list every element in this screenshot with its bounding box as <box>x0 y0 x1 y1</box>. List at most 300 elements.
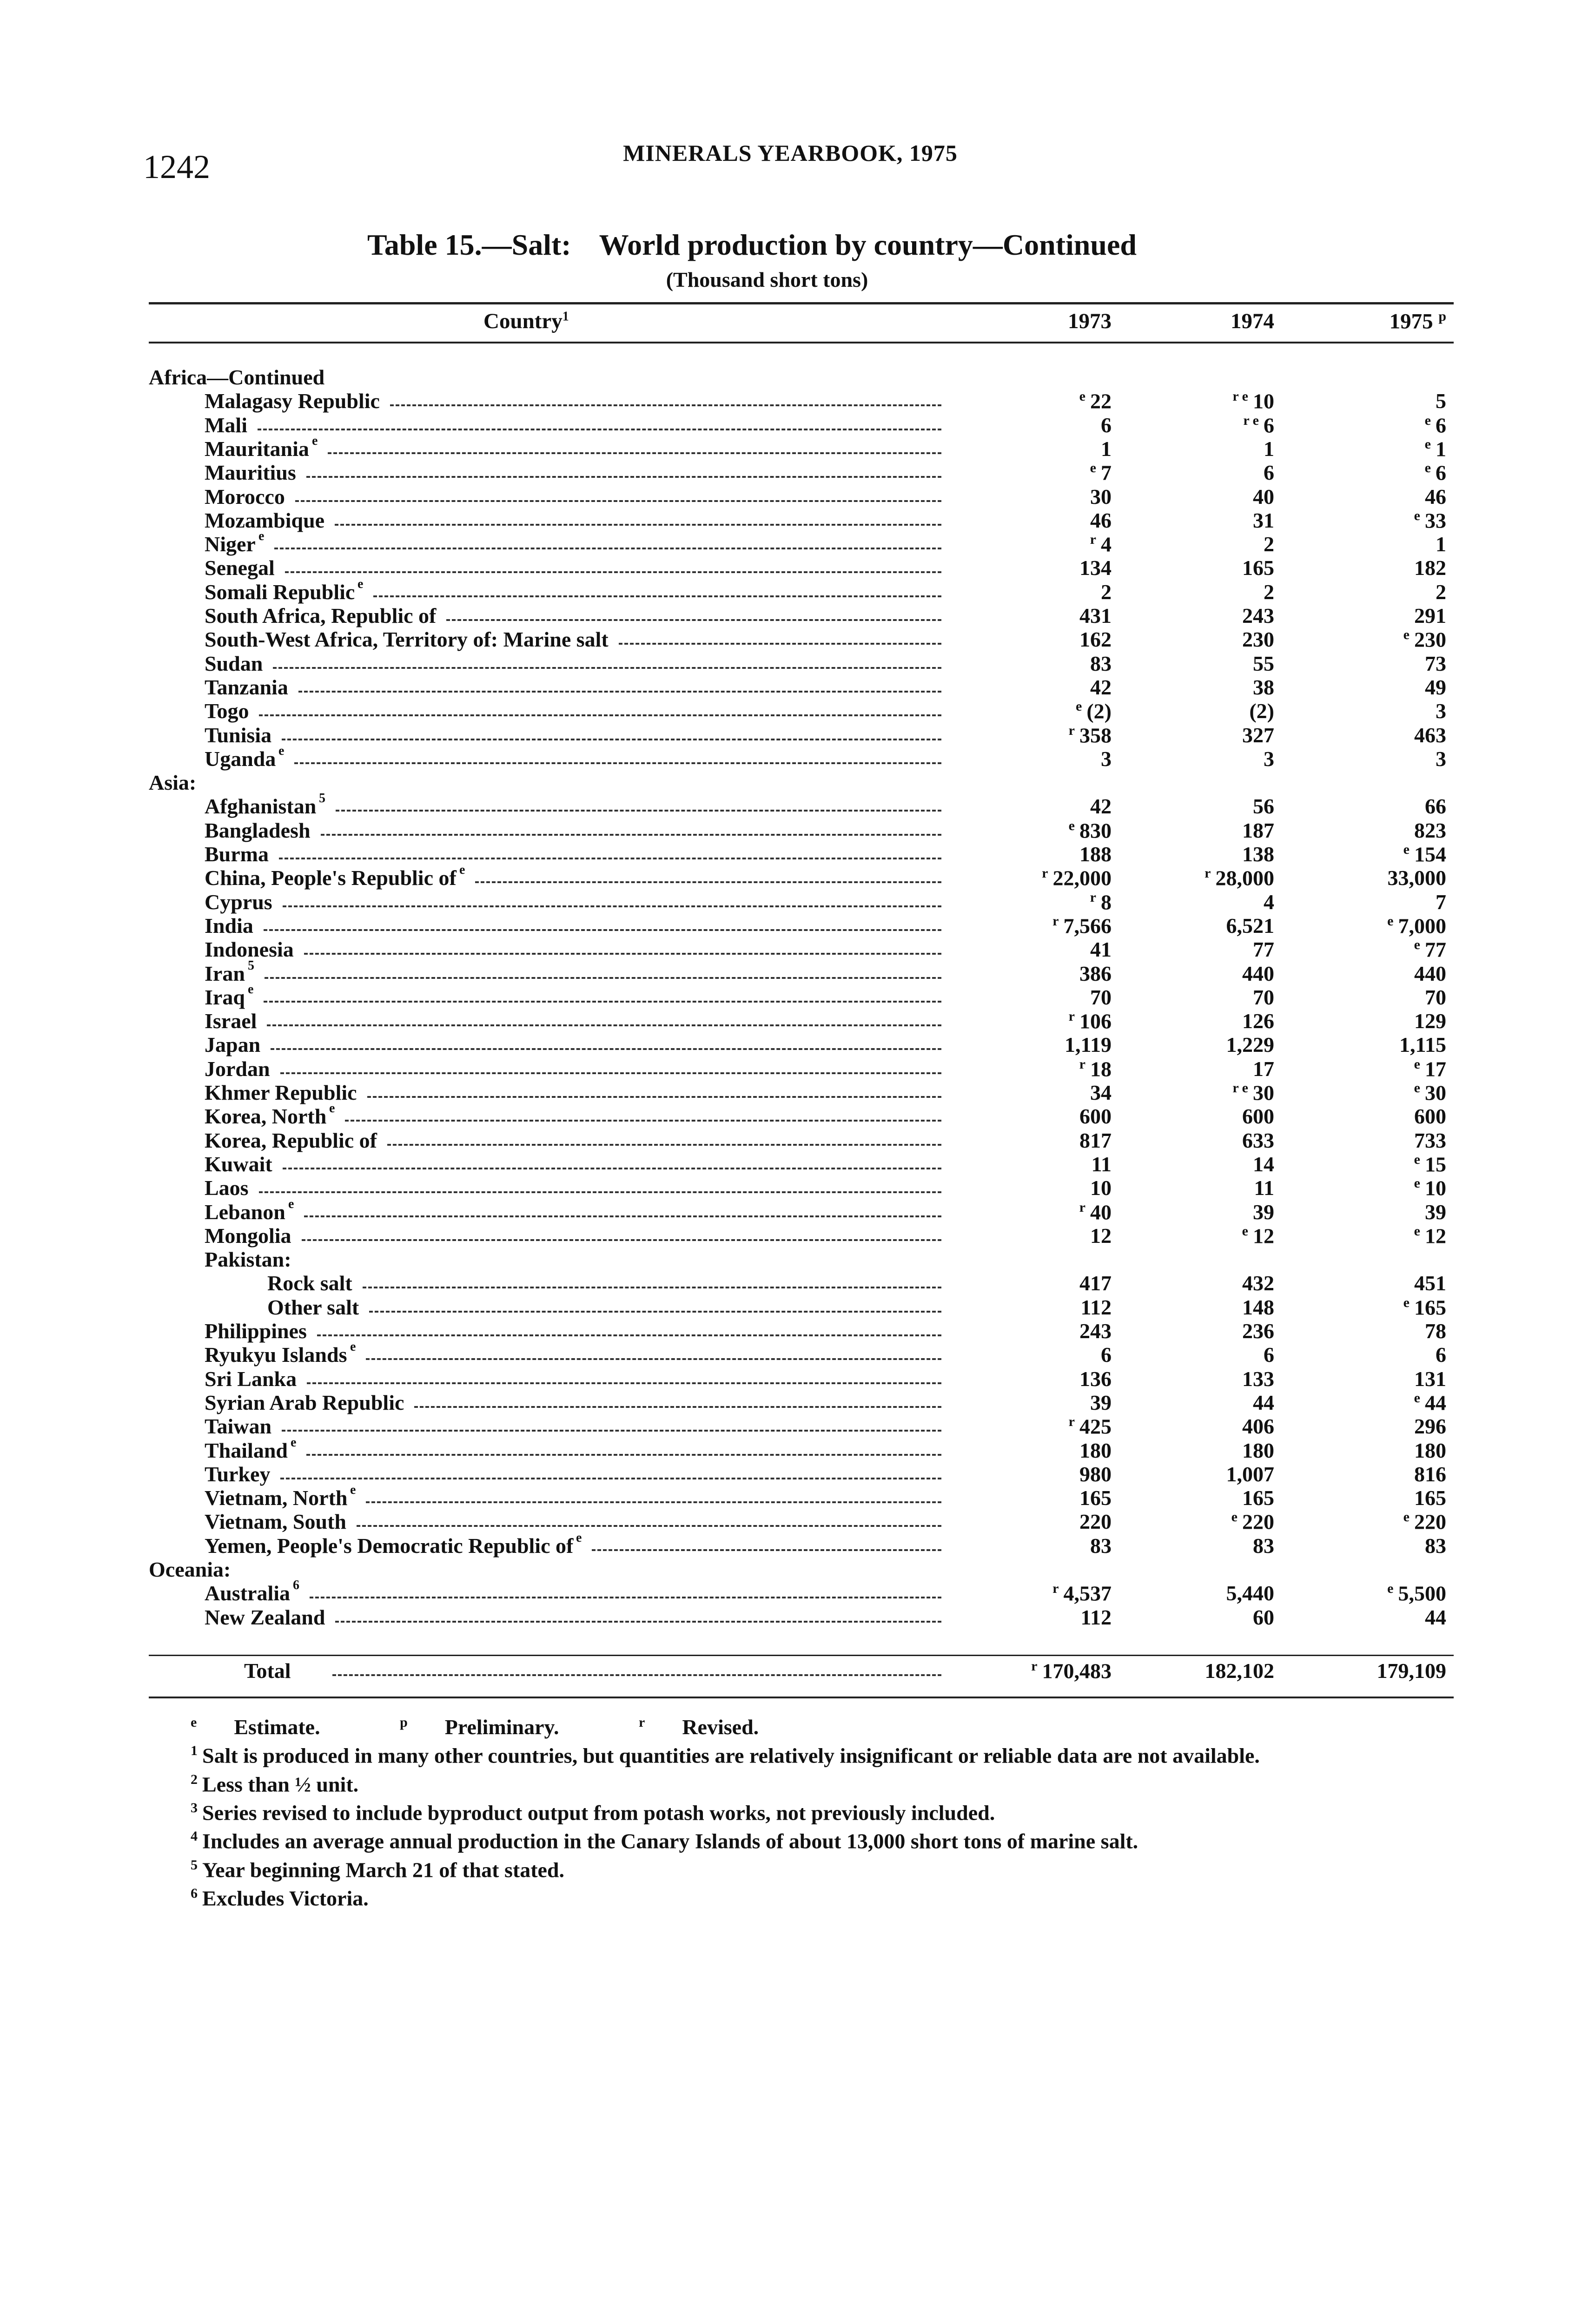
cell-mark: r e <box>1232 1080 1248 1096</box>
cell-1974 <box>1264 580 1274 604</box>
cell-value: 154 <box>1414 842 1446 866</box>
cell-1974 <box>1264 890 1274 914</box>
cell-1975 <box>1436 1342 1446 1367</box>
cell-mark: r e <box>1243 413 1259 428</box>
cell-mark: e <box>1068 818 1075 833</box>
footnote-text: Excludes Victoria. <box>202 1886 369 1910</box>
total-label: Total <box>244 1659 291 1683</box>
row-label: Mauritania <box>205 437 309 461</box>
cell-1975 <box>1436 532 1446 556</box>
row-leader <box>336 810 941 812</box>
cell-value: 77 <box>1425 938 1446 962</box>
cell-value: 10 <box>1425 1176 1446 1200</box>
cell-value: 83 <box>1253 1534 1274 1558</box>
cell-1975 <box>1414 1080 1446 1105</box>
table-row <box>0 1435 1595 1462</box>
footnote-number: 5 <box>191 1857 198 1873</box>
cell-value: 296 <box>1414 1414 1446 1438</box>
row-label: Uganda <box>205 747 276 771</box>
row-leader <box>294 762 941 764</box>
cell-1974 <box>1242 1271 1274 1295</box>
cell-value: 42 <box>1090 675 1112 699</box>
table-row <box>0 436 1595 460</box>
row-label-note: e <box>576 1531 582 1545</box>
cell-value: 823 <box>1414 819 1446 842</box>
row-label-note: e <box>291 1435 297 1450</box>
cell-mark: r e <box>1232 389 1248 404</box>
cell-value: 220 <box>1242 1510 1274 1534</box>
cell-mark: e <box>1414 1056 1420 1072</box>
cell-value: 7,566 <box>1063 914 1112 938</box>
row-leader <box>274 548 941 549</box>
cell-1975 <box>1425 651 1446 676</box>
cell-value: 180 <box>1079 1439 1112 1462</box>
cell-1975 <box>1414 1223 1446 1248</box>
cell-1974 <box>1253 508 1274 533</box>
table-header-rule <box>149 342 1454 343</box>
row-leader <box>258 429 941 430</box>
row-label: India <box>205 914 253 938</box>
cell-value: 40 <box>1090 1200 1112 1224</box>
cell-1974 <box>1242 603 1274 628</box>
cell-value: 6 <box>1436 461 1446 485</box>
footnote-text: Includes an average annual production in the Canary Islands of about 13,000 short tons of marine salt. <box>202 1829 1138 1853</box>
row-label: Mauritius <box>205 461 296 484</box>
cell-value: 417 <box>1079 1271 1112 1295</box>
row-label-note: 6 <box>293 1578 299 1592</box>
cell-1973 <box>1090 651 1112 676</box>
row-leader <box>259 714 941 716</box>
cell-value: 5,500 <box>1398 1581 1446 1605</box>
row-leader <box>414 1406 941 1408</box>
cell-value: 44 <box>1425 1605 1446 1629</box>
cell-1973 <box>1079 961 1112 986</box>
cell-value: (2) <box>1086 699 1112 723</box>
cell-value: 440 <box>1414 962 1446 985</box>
row-leader <box>367 1096 941 1098</box>
cell-value: 17 <box>1253 1057 1274 1081</box>
total-rule-above <box>149 1655 1454 1656</box>
cell-mark: e <box>1424 460 1431 475</box>
cell-mark: e <box>1387 1581 1394 1596</box>
cell-1973 <box>1079 555 1112 580</box>
cell-1974 <box>1232 389 1274 413</box>
cell-mark: e <box>1231 1509 1238 1525</box>
cell-value: 165 <box>1242 556 1274 580</box>
row-label: Tanzania <box>205 675 288 699</box>
cell-value: 30 <box>1253 1081 1274 1105</box>
row-label: Tunisia <box>205 723 272 747</box>
cell-value: 70 <box>1425 985 1446 1009</box>
table-row <box>0 1032 1595 1056</box>
cell-value: 980 <box>1079 1462 1112 1486</box>
table-row <box>0 484 1595 508</box>
cell-value: (2) <box>1249 699 1274 723</box>
row-label: South-West Africa, Territory of: Marine salt <box>205 627 609 651</box>
cell-value: 55 <box>1253 652 1274 675</box>
row-leader <box>619 643 941 645</box>
cell-1973 <box>1090 1223 1112 1248</box>
row-label: Thailand <box>205 1439 288 1462</box>
row-label: Syrian Arab Republic <box>205 1391 404 1414</box>
cell-1974 <box>1264 460 1274 485</box>
legend-preliminary: $^p$ Preliminary. <box>400 1715 559 1739</box>
row-label-note: e <box>258 529 265 543</box>
row-label: Jordan <box>205 1057 270 1081</box>
cell-1975 <box>1425 1533 1446 1558</box>
cell-value: 3 <box>1264 747 1274 771</box>
table-row <box>0 723 1595 746</box>
row-leader <box>390 404 941 406</box>
cell-1975 <box>1425 1319 1446 1343</box>
row-label: Australia <box>205 1581 290 1605</box>
table-row <box>0 1605 1595 1629</box>
cell-1974 <box>1243 413 1274 437</box>
row-label: Vietnam, South <box>205 1510 346 1533</box>
row-leader <box>357 1525 941 1527</box>
row-label: Asia: <box>149 771 197 794</box>
cell-value: 7 <box>1436 890 1446 914</box>
cell-mark: e <box>1414 1080 1420 1096</box>
table-row <box>0 1390 1595 1414</box>
footnotes <box>149 1710 1454 1910</box>
table-row <box>0 890 1595 913</box>
cell-1973 <box>1042 865 1112 890</box>
table-row <box>0 913 1595 937</box>
cell-value: 15 <box>1425 1152 1446 1176</box>
header-country <box>483 309 569 334</box>
cell-1973 <box>1052 913 1112 938</box>
cell-1973 <box>1101 1342 1112 1367</box>
cell-1973 <box>1069 1414 1112 1439</box>
table-subtitle: (Thousand short tons) <box>666 268 868 291</box>
row-leader <box>446 619 941 621</box>
cell-1973 <box>1101 580 1112 604</box>
cell-value: 6,521 <box>1226 914 1274 938</box>
cell-1973 <box>1081 1605 1112 1630</box>
cell-1973 <box>1079 842 1112 866</box>
cell-1975 <box>1414 1271 1446 1295</box>
row-label: Sri Lanka <box>205 1367 297 1391</box>
cell-value: 7 <box>1101 461 1112 485</box>
cell-value: 22 <box>1090 389 1112 413</box>
row-label: Oceania: <box>149 1558 231 1581</box>
cell-1974 <box>1226 1032 1275 1057</box>
table-row <box>0 1056 1595 1080</box>
cell-value: 243 <box>1242 604 1274 627</box>
cell-value: 40 <box>1253 485 1274 508</box>
cell-value: 600 <box>1242 1104 1274 1128</box>
cell-value: 39 <box>1090 1391 1112 1414</box>
cell-1974 <box>1232 1080 1274 1105</box>
cell-1975 <box>1399 1032 1446 1057</box>
row-leader <box>335 1621 941 1623</box>
cell-1973 <box>1079 1056 1112 1081</box>
row-label: Rock salt <box>267 1271 352 1295</box>
cell-1975 <box>1414 603 1446 628</box>
cell-value: 440 <box>1242 962 1274 985</box>
group-row <box>0 1247 1595 1271</box>
cell-value: 463 <box>1414 723 1446 747</box>
cell-value: 3 <box>1436 699 1446 723</box>
table-row <box>0 460 1595 484</box>
cell-1974 <box>1264 1342 1274 1367</box>
cell-value: 3 <box>1436 747 1446 771</box>
row-leader <box>302 1239 941 1241</box>
row-leader <box>369 1311 941 1313</box>
cell-value: 49 <box>1425 675 1446 699</box>
row-label-note: e <box>312 434 318 448</box>
cell-value: 358 <box>1079 723 1112 747</box>
legend-estimate: $^e$ Estimate. <box>191 1715 320 1739</box>
page-number: 1242 <box>143 148 210 185</box>
table-row <box>0 675 1595 699</box>
row-label-note: e <box>357 577 364 591</box>
cell-mark: e <box>1403 627 1410 642</box>
running-head: MINERALS YEARBOOK, 1975 <box>623 140 958 166</box>
header-year-2: 1974 <box>1231 309 1274 333</box>
cell-1974 <box>1253 651 1274 676</box>
cell-mark: r <box>1068 1009 1075 1024</box>
cell-1973 <box>1090 675 1112 700</box>
table-row <box>0 1578 1595 1605</box>
cell-1974 <box>1253 1390 1274 1415</box>
row-label: Niger <box>205 532 256 556</box>
row-label: Africa—Continued <box>149 365 325 389</box>
table-row <box>0 1271 1595 1294</box>
row-leader <box>373 595 941 597</box>
cell-value: 1,119 <box>1065 1033 1112 1056</box>
cell-value: 33 <box>1425 508 1446 533</box>
cell-1975 <box>1414 1009 1446 1033</box>
cell-1975 <box>1436 699 1446 723</box>
cell-1973 <box>1079 1367 1112 1391</box>
cell-1973 <box>1090 1175 1112 1200</box>
group-row <box>0 365 1595 389</box>
footnote-text: Series revised to include byproduct output from potash works, not previously included. <box>202 1801 995 1825</box>
cell-mark: e <box>1090 460 1096 475</box>
header-country-text: Country <box>483 309 563 333</box>
cell-value: 1,115 <box>1399 1033 1446 1056</box>
cell-value: 41 <box>1090 938 1112 961</box>
row-leader <box>317 1334 941 1336</box>
cell-value: 133 <box>1242 1367 1274 1391</box>
row-label: Yemen, People's Democratic Republic of <box>205 1534 574 1558</box>
cell-1974 <box>1242 627 1274 652</box>
table-row <box>0 1080 1595 1104</box>
cell-1975 <box>1403 1509 1446 1534</box>
legend-revised: $^r$ Revised. <box>639 1715 759 1739</box>
footnote-number: 4 <box>191 1829 198 1844</box>
cell-value: 432 <box>1242 1271 1274 1295</box>
footnote <box>149 1853 1454 1882</box>
cell-mark: e <box>1414 1223 1420 1239</box>
cell-1974 <box>1253 675 1274 700</box>
row-label: Mongolia <box>205 1224 291 1248</box>
cell-1974 <box>1253 937 1274 962</box>
cell-value: 12 <box>1090 1224 1112 1248</box>
cell-mark: e <box>1403 1295 1410 1310</box>
group-row <box>0 770 1595 794</box>
cell-value: 733 <box>1414 1129 1446 1152</box>
cell-mark: e <box>1414 1390 1420 1406</box>
cell-value: 431 <box>1079 604 1112 627</box>
cell-value: 8 <box>1101 890 1112 914</box>
table-row <box>0 1175 1595 1199</box>
cell-1975 <box>1414 1367 1446 1391</box>
cell-1973 <box>1090 1533 1112 1558</box>
cell-1974 <box>1242 1438 1274 1463</box>
cell-value: 291 <box>1414 604 1446 627</box>
row-leader <box>387 1144 941 1146</box>
cell-1975 <box>1388 865 1447 890</box>
row-label: Taiwan <box>205 1414 272 1438</box>
cell-mark: r <box>1090 532 1096 547</box>
row-label-note: e <box>350 1340 356 1354</box>
row-leader <box>335 524 941 526</box>
table-row <box>0 389 1595 412</box>
cell-value: 1 <box>1101 437 1112 461</box>
cell-value: 22,000 <box>1052 866 1112 890</box>
cell-value: 220 <box>1414 1510 1446 1534</box>
legend-line <box>149 1710 1454 1739</box>
table-row <box>0 842 1595 865</box>
cell-1974 <box>1264 746 1274 771</box>
cell-mark: e <box>1414 937 1420 952</box>
cell-value: 56 <box>1253 794 1274 818</box>
cell-mark: r <box>1068 1414 1075 1429</box>
cell-1975 <box>1414 818 1446 843</box>
table-row <box>0 555 1595 579</box>
row-leader <box>307 1382 941 1384</box>
cell-value: 6 <box>1436 1343 1446 1367</box>
cell-value: 12 <box>1425 1224 1446 1248</box>
cell-mark: e <box>1414 1152 1420 1167</box>
cell-1973 <box>1090 890 1112 914</box>
row-label: Other salt <box>267 1295 359 1319</box>
cell-1974 <box>1226 1462 1275 1486</box>
row-leader <box>282 739 941 740</box>
cell-value: 70 <box>1253 985 1274 1009</box>
cell-1973 <box>1079 1128 1112 1153</box>
cell-1975 <box>1425 1605 1446 1630</box>
cell-1973 <box>1079 1319 1112 1343</box>
cell-1975 <box>1436 580 1446 604</box>
cell-1973 <box>1090 508 1112 533</box>
cell-1975 <box>1436 746 1446 771</box>
cell-value: 327 <box>1242 723 1274 747</box>
cell-value: 70 <box>1090 985 1112 1009</box>
cell-1975 <box>1414 1438 1446 1463</box>
row-leader <box>321 834 941 836</box>
row-leader <box>273 667 941 669</box>
footnote <box>149 1882 1454 1910</box>
table-row <box>0 603 1595 627</box>
cell-1975 <box>1414 1128 1446 1153</box>
row-label: Burma <box>205 842 269 866</box>
cell-value: 600 <box>1414 1104 1446 1128</box>
row-leader <box>363 1287 941 1288</box>
cell-value: 2 <box>1264 532 1274 556</box>
cell-value: 6 <box>1264 1343 1274 1367</box>
cell-1975 <box>1414 1152 1446 1176</box>
row-label: Iran <box>205 962 245 985</box>
cell-1973 <box>1079 1200 1112 1224</box>
table-title-left: Table 15.—Salt: <box>367 228 571 261</box>
cell-value: 165 <box>1414 1486 1446 1510</box>
cell-value: 230 <box>1242 627 1274 651</box>
cell-value: 10 <box>1253 389 1274 413</box>
row-label: Japan <box>205 1033 261 1056</box>
cell-value: 30 <box>1090 485 1112 508</box>
cell-value: 600 <box>1079 1104 1112 1128</box>
cell-1973 <box>1090 1390 1112 1415</box>
row-label: Bangladesh <box>205 819 311 842</box>
table-row <box>0 651 1595 675</box>
row-label: Khmer Republic <box>205 1081 357 1104</box>
cell-value: 44 <box>1425 1391 1446 1415</box>
cell-1975 <box>1414 723 1446 747</box>
row-leader <box>283 905 941 907</box>
cell-1973 <box>1101 746 1112 771</box>
row-label-note: e <box>329 1101 335 1116</box>
footnote-text: Salt is produced in many other countries, but quantities are relatively insignificant or reliable data are not available. <box>202 1743 1260 1768</box>
cell-value: 633 <box>1242 1129 1274 1152</box>
row-label: Lebanon <box>205 1200 285 1224</box>
cell-mark: e <box>1414 508 1420 523</box>
cell-1975 <box>1425 675 1446 700</box>
cell-value: 5 <box>1436 389 1446 413</box>
row-label: Mali <box>205 413 247 437</box>
row-leader <box>280 1478 941 1479</box>
row-label: Kuwait <box>205 1152 272 1176</box>
table-row <box>0 937 1595 961</box>
cell-1974 <box>1242 1104 1274 1129</box>
row-label: Korea, North <box>205 1104 327 1128</box>
cell-value: 83 <box>1090 1534 1112 1558</box>
cell-value: 73 <box>1425 652 1446 675</box>
cell-1975 <box>1425 436 1446 461</box>
cell-1975 <box>1414 1175 1446 1200</box>
cell-1974 <box>1242 555 1274 580</box>
table-row <box>0 1462 1595 1486</box>
cell-mark: r <box>1042 865 1048 881</box>
cell-mark: e <box>1424 436 1431 452</box>
cell-1974 <box>1253 794 1274 819</box>
cell-1975 <box>1436 890 1446 914</box>
cell-mark: e <box>1403 1509 1410 1525</box>
cell-value: 112 <box>1080 1295 1112 1319</box>
footnote-number: 2 <box>191 1771 198 1787</box>
cell-value: 817 <box>1079 1129 1112 1152</box>
table-bottom-rule <box>149 1697 1454 1698</box>
cell-1973 <box>1081 1295 1112 1320</box>
cell-1973 <box>1069 818 1112 843</box>
cell-value: 6 <box>1264 461 1274 484</box>
cell-1975 <box>1403 627 1446 652</box>
row-label: Indonesia <box>205 938 294 961</box>
row-label: Afghanistan <box>205 794 317 818</box>
row-label: Iraq <box>205 985 245 1009</box>
cell-1973 <box>1090 985 1112 1010</box>
footnote <box>149 1739 1454 1767</box>
table-row <box>0 508 1595 532</box>
table-row <box>0 958 1595 985</box>
cell-1975 <box>1403 1295 1446 1320</box>
cell-mark: e <box>1403 842 1410 857</box>
footnote <box>149 1768 1454 1796</box>
cell-1974 <box>1242 1414 1274 1439</box>
